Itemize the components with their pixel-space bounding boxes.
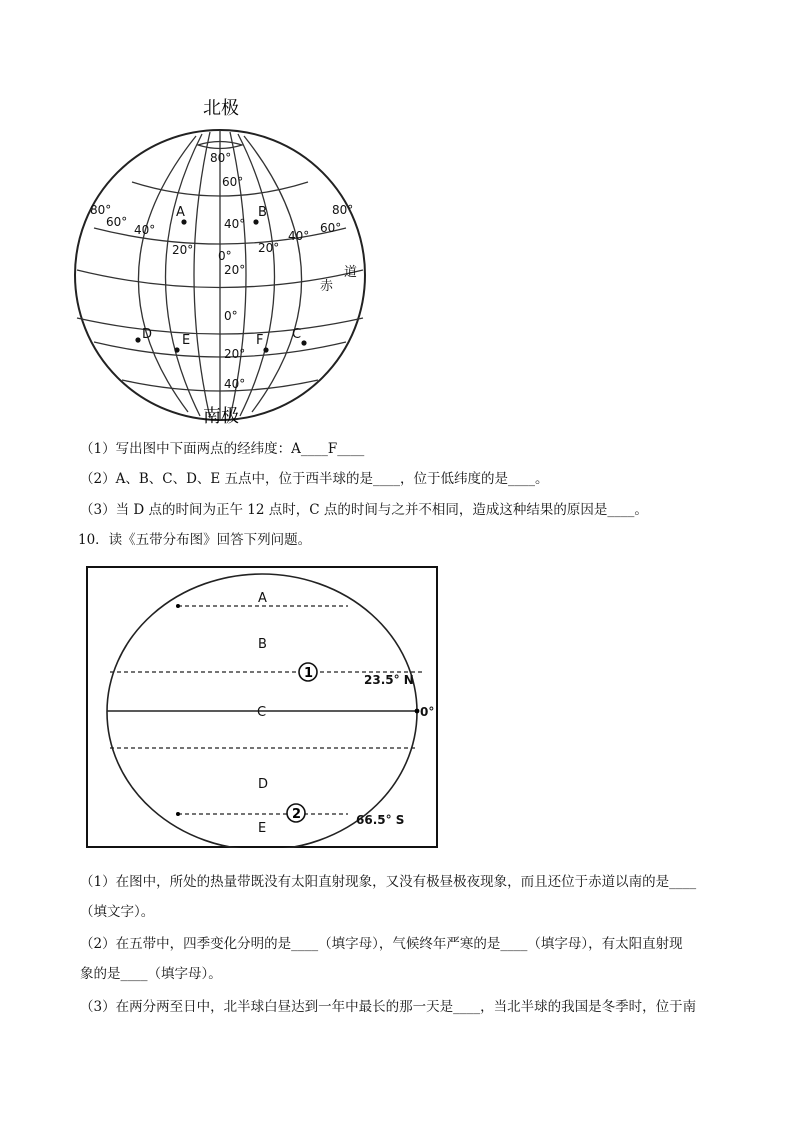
question-9-1: （1）写出图中下面两点的经纬度：A____F____ xyxy=(80,441,365,457)
mark-2-label: 2 xyxy=(292,807,302,822)
lat-label: 60° xyxy=(222,175,244,189)
lat-label: 60° xyxy=(106,215,128,229)
south-pole-label: 南极 xyxy=(203,406,239,427)
zone-e-label: E xyxy=(258,821,267,836)
globe-figure xyxy=(60,90,390,430)
point-f-label: F xyxy=(256,333,264,348)
question-10-1-cont: （填文字）。 xyxy=(80,904,155,920)
meridian-e3 xyxy=(244,136,302,412)
question-9-3: （3）当 D 点的时间为正午 12 点时，C 点的时间与之并不相同，造成这种结果的原因是____。 xyxy=(80,502,648,518)
lat-0-label: 0° xyxy=(420,705,435,719)
zone-a-label: A xyxy=(258,591,267,606)
lat-label: 0° xyxy=(218,249,232,263)
question-10-3: （3）在两分两至日中，北半球白昼达到一年中最长的那一天是____，当北半球的我国是冬季时，位于南 xyxy=(80,999,697,1015)
zone-b-label: B xyxy=(258,637,267,652)
lat-label: 40° xyxy=(288,229,310,243)
equator-char: 赤 xyxy=(320,279,334,294)
point-a-label: A xyxy=(176,205,185,220)
point-e-label: E xyxy=(182,333,191,348)
point-b-dot xyxy=(253,219,258,224)
lat-label: 80° xyxy=(332,203,354,217)
zone-d-label: D xyxy=(258,777,269,792)
lat-label: 20° xyxy=(258,241,280,255)
meridian-w2 xyxy=(165,134,202,416)
antarctic-circle-dot xyxy=(176,812,180,816)
arctic-circle-dot xyxy=(176,604,180,608)
lat-label: 40° xyxy=(224,217,246,231)
lat-66-5-s-label: 66.5° S xyxy=(356,813,405,827)
point-c-label: C xyxy=(292,327,302,342)
lat-label: 20° xyxy=(172,243,194,257)
point-e-dot xyxy=(174,347,179,352)
point-d-label: D xyxy=(142,327,153,342)
lat-label: 20° xyxy=(224,263,246,277)
mark-1-label: 1 xyxy=(304,666,314,681)
meridian-w1 xyxy=(194,132,210,418)
lat-label: 60° xyxy=(320,221,342,235)
lat-23-5-n-label: 23.5° N xyxy=(364,673,414,687)
point-c-dot xyxy=(301,340,306,345)
lat-label: 40° xyxy=(224,377,246,391)
north-pole-label: 北极 xyxy=(203,98,239,119)
lat-label: 0° xyxy=(224,309,238,323)
lat-label: 80° xyxy=(210,151,232,165)
question-10-1: （1）在图中，所处的热量带既没有太阳直射现象，又没有极昼极夜现象，而且还位于赤道以南的是____ xyxy=(80,874,697,890)
lat-label: 40° xyxy=(134,223,156,237)
lat-label: 80° xyxy=(90,203,112,217)
equator-dot xyxy=(415,709,420,714)
point-b-label: B xyxy=(258,205,267,220)
five-zones-figure xyxy=(86,566,438,848)
question-10-2-cont: 象的是____（填字母）。 xyxy=(80,966,222,982)
meridian-w3 xyxy=(138,136,196,412)
point-a-dot xyxy=(181,219,186,224)
question-10-2: （2）在五带中，四季变化分明的是____（填字母），气候终年严寒的是____（填字母），有太阳直射现 xyxy=(80,936,683,952)
point-d-dot xyxy=(135,337,140,342)
equator-char: 道 xyxy=(344,265,358,280)
question-9-2: （2）A、B、C、D、E 五点中，位于西半球的是____，位于低纬度的是____。 xyxy=(80,471,549,487)
question-10-title: 10．读《五带分布图》回答下列问题。 xyxy=(78,532,312,548)
point-f-dot xyxy=(263,347,268,352)
lat-label: 20° xyxy=(224,347,246,361)
zone-c-label: C xyxy=(257,705,267,720)
